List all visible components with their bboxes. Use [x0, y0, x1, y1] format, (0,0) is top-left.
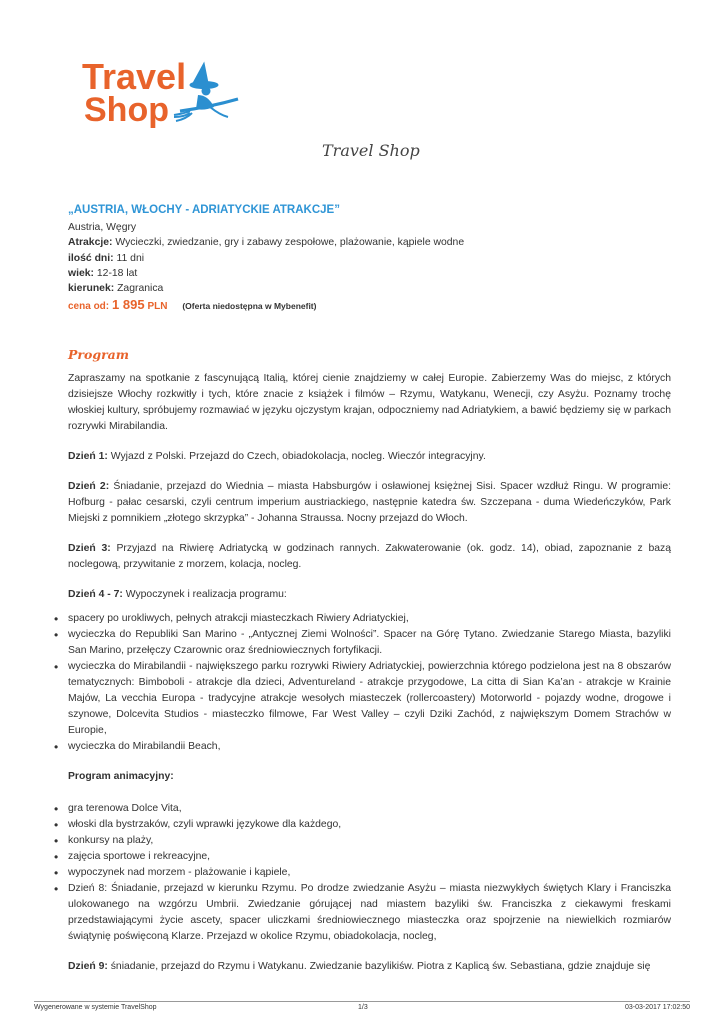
offer-title: „AUSTRIA, WŁOCHY - ADRIATYCKIE ATRAKCJE”: [68, 204, 340, 216]
direction-label: kierunek:: [68, 283, 115, 295]
list-item: • konkursy na plaży,: [54, 833, 671, 849]
footer-generated: Wygenerowane w systemie TravelShop: [34, 1004, 157, 1011]
direction-value: Zagranica: [114, 283, 164, 295]
day-3: [68, 541, 671, 573]
price-note: (Oferta niedostępna w Mybenefit): [182, 301, 317, 312]
logo-word-shop: Shop: [84, 91, 169, 129]
program-intro: Zapraszamy na spotkanie z fascynującą Italią, której cienie znajdziemy w całej Europie. Zabierzemy Was do miejsc, z których dzisiejsze Włochy rozkwitły i tych, które znacie z książek i filmów – Rzymu, Watykanu, Wenecji, czy Asyżu. Poznamy trochę włoskiej kultury, spróbujemy rozmawiać w języku ojczystym krajan, odpoczniemy nad Adriatykiem, a bawić będziemy się w parkach rozrywki Mirabilandia.: [68, 373, 671, 432]
program-content: [68, 371, 671, 989]
offer-age: [68, 266, 668, 281]
attractions-value: Wycieczki, zwiedzanie, gry i zabawy zespołowe, plażowanie, kąpiele wodne: [112, 237, 465, 249]
day-9-label: Dzień 9:: [68, 961, 108, 972]
day-2-text: Śniadanie, przejazd do Wiednia – miasta Habsburgów i osławionej księżnej Sisi. Spacer wzdłuż Ringu. W programie: Hofburg - pałac cesarski, czyli centrum imperium austriackiego, następnie katedra św. Szczepana - duma Wiedeńczyków, Park Miejski z pomnikiem „złotego skrzypka” - Johanna Straussa. Nocny przejazd do Włoch.: [68, 481, 671, 524]
animation-heading: Program animacyjny:: [68, 771, 174, 782]
page-footer: [34, 1001, 690, 1011]
price-currency: PLN: [147, 301, 168, 313]
day-1-label: Dzień 1:: [68, 451, 108, 462]
list-item: • wycieczka do Mirabilandii Beach,: [54, 739, 671, 755]
list-item: • włoski dla bystrzaków, czyli wprawki językowe dla każdego,: [54, 817, 671, 833]
list-item: • wycieczka do Mirabilandii - największego parku rozrywki Riwiery Adriatyckiej, powierzchnia którego podzielona jest na 8 obszarów tematycznych: Bimboboli - atrakcje dla dzieci, Adventureland - atrakcje przygodowe, La citta di Sian Ka’an - atrakcje w Krainie Majów, La vecchia Europa - tradycyjne atrakcje wesołych miasteczek (rollercoastery) Motorworld - pojazdy wodne, drogowe i szynowe, Dolcevita Studios - miasteczko filmowe, Far West Valley – czyli Dziki Zachód, z największym Domem Strachów w Europie,: [54, 659, 671, 739]
list-item: • zajęcia sportowe i rekreacyjne,: [54, 849, 671, 865]
brand-title: Travel Shop: [322, 141, 420, 160]
attractions-label: Atrakcje:: [68, 237, 113, 249]
offer-price: [68, 297, 668, 314]
program-heading: Program: [68, 347, 129, 362]
age-label: wiek:: [68, 267, 94, 279]
days-value: 11 dni: [113, 252, 145, 264]
animation-list: [54, 801, 671, 945]
day-1-text: Wyjazd z Polski. Przejazd do Czech, obiadokolacja, nocleg. Wieczór integracyjny.: [107, 451, 486, 462]
list-item: • wypoczynek nad morzem - plażowanie i kąpiele,: [54, 865, 671, 881]
offer-direction: [68, 281, 668, 296]
list-item: • wycieczka do Republiki San Marino - „Antycznej Ziemi Wolności”. Spacer na Górę Tytano. Zwiedzanie Starego Miasta, bazyliki San Marino, przełęczy Czarownic oraz średniowiecznych fortyfikacji.: [54, 627, 671, 659]
day-3-text: Przyjazd na Riwierę Adriatycką w godzinach rannych. Zakwaterowanie (ok. godz. 14), obiad, zapoznanie z bazą noclegową, przywitanie z morzem, kolacja, nocleg.: [68, 543, 672, 570]
day-2: [68, 479, 671, 527]
day-9-text: śniadanie, przejazd do Rzymu i Watykanu. Zwiedzanie bazylikiśw. Piotra z Kaplicą św. Sebastiana, gdzie znajduje się: [107, 961, 651, 972]
day-9: [68, 959, 671, 975]
day-1: [68, 449, 671, 465]
offer-days: [68, 251, 668, 266]
list-item: • Dzień 8: Śniadanie, przejazd w kierunku Rzymu. Po drodze zwiedzanie Asyżu – miasta niezwykłych świętych Klary i Franciszka ulokowanego na wzgórzu Umbrii. Zwiedzanie górującej nad miastem bazyliki św. Franciszka z ciekawymi freskami przedstawiającymi życie ascety, spacer uliczkami średniowiecznego miasteczka oraz spojrzenie na niewielkich rozmiarów świątynię poświęconą Klarze. Przejazd w okolice Rzymu, obiadokolacja, nocleg,: [54, 881, 671, 945]
days-label: ilość dni:: [68, 252, 114, 264]
logo-word-travel: Travel: [82, 56, 187, 97]
travelshop-logo-graphic: [80, 55, 240, 140]
list-item: • spacery po urokliwych, pełnych atrakcji miasteczkach Riwiery Adriatyckiej,: [54, 611, 671, 627]
price-label: cena od:: [68, 301, 110, 313]
offer-summary: [68, 203, 668, 314]
offer-attractions: [68, 235, 668, 250]
travelshop-logo: [80, 55, 240, 140]
list-item: • gra terenowa Dolce Vita,: [54, 801, 671, 817]
day-3-label: Dzień 3:: [68, 543, 111, 554]
day-4-7: [68, 587, 671, 603]
day-4-7-list: [54, 611, 671, 755]
price-value: 1 895: [112, 297, 145, 313]
footer-timestamp: 03-03-2017 17:02:50: [625, 1004, 690, 1011]
age-value: 12-18 lat: [94, 267, 138, 279]
day-2-label: Dzień 2:: [68, 481, 110, 492]
day-4-7-text: Wypoczynek i realizacja programu:: [122, 589, 287, 600]
footer-page-number: 1/3: [358, 1004, 368, 1011]
day-4-7-label: Dzień 4 - 7:: [68, 589, 123, 600]
offer-countries: Austria, Węgry: [68, 222, 137, 234]
